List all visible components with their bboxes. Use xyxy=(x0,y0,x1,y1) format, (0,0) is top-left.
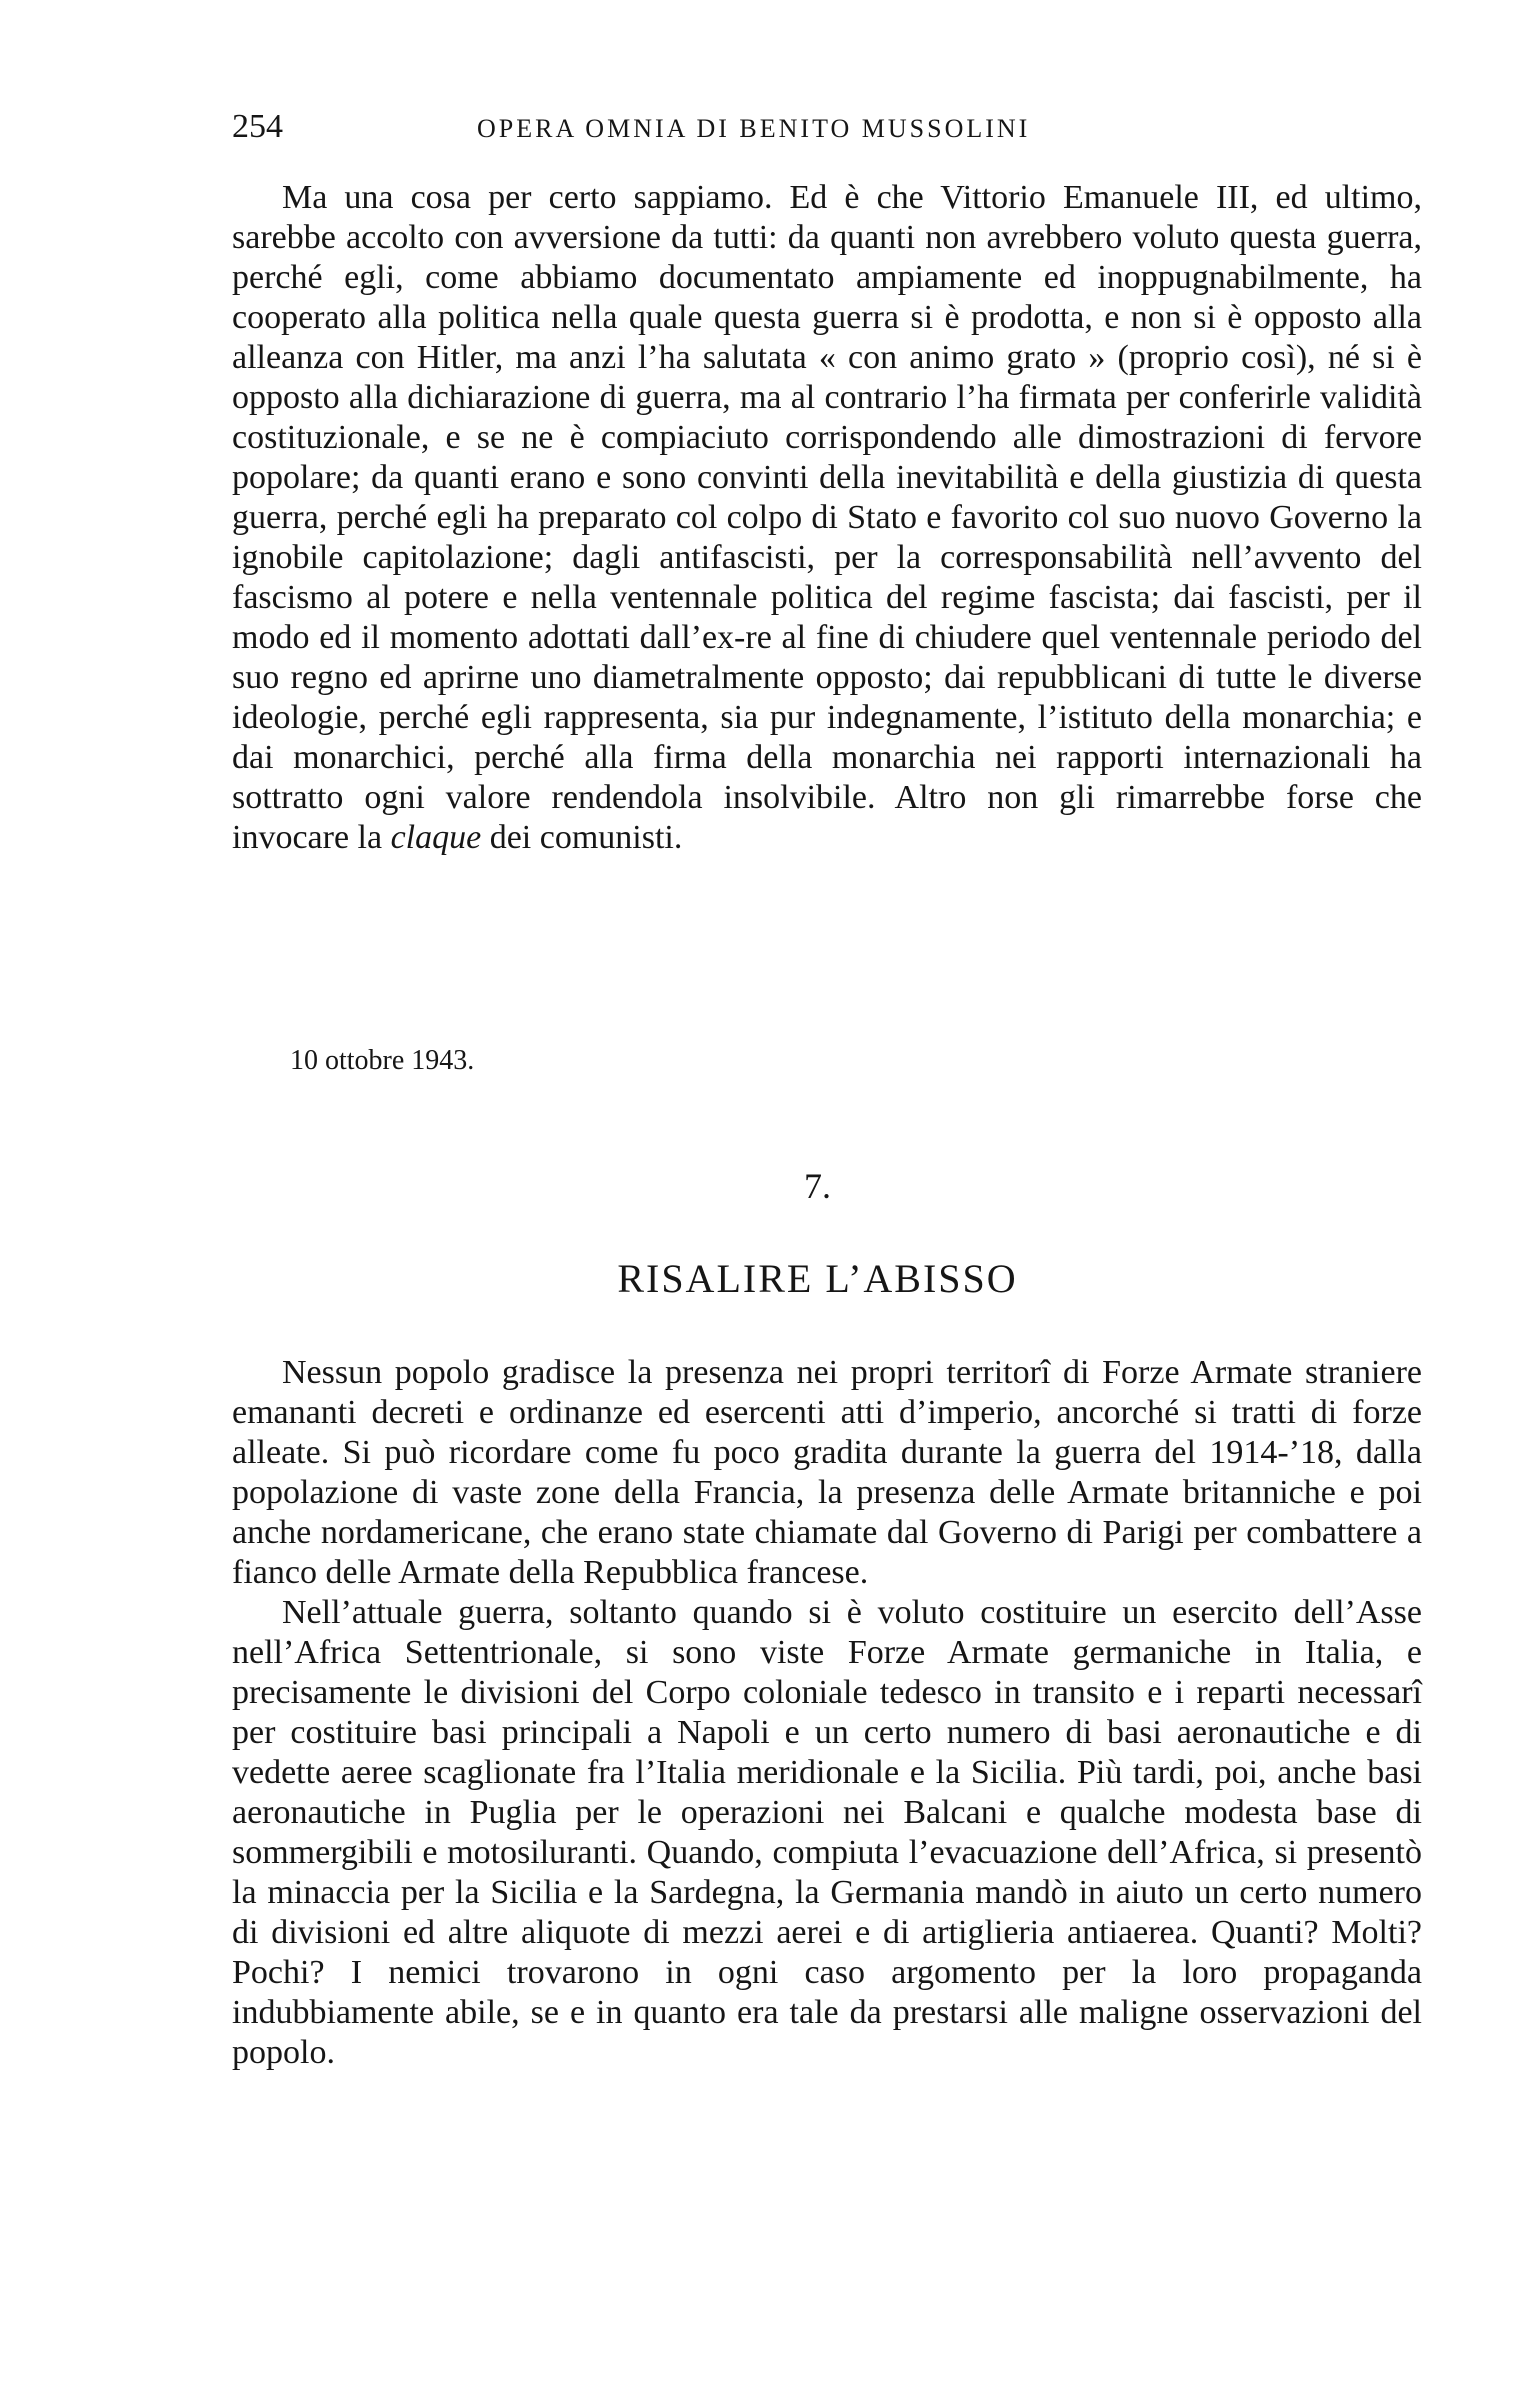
paragraph xyxy=(232,178,1422,858)
running-head-title: OPERA OMNIA DI BENITO MUSSOLINI xyxy=(477,114,1031,143)
running-head xyxy=(232,108,1272,148)
chapter-body xyxy=(232,1353,1422,2073)
paragraph-text-end: dei comunisti. xyxy=(489,819,683,856)
paragraph: Nessun popolo gradisce la presenza nei propri territorî di Forze Armate straniere emananti decreti e ordinanze ed esercenti atti d’imperio, ancorché si tratti di forze alleate. Si può ricordare come fu poco gradita durante la guerra del 1914-’18, dalla popolazione di vaste zone della Francia, la presenza delle Armate britanniche e poi anche nordamericane, che erano state chiamate dal Governo di Parigi per combattere a fianco delle Armate della Repubblica francese. xyxy=(232,1354,1422,1591)
chapter-number: 7. xyxy=(804,1166,831,1206)
italic-term: claque xyxy=(390,819,482,856)
closing-paragraph xyxy=(232,178,1422,858)
paragraph-text: Ma una cosa per certo sappiamo. Ed è che Vittorio Emanuele III, ed ultimo, sarebbe accolto con avversione da tutti: da quanti non avrebbero voluto questa guerra, perché egli, come abbiamo documentato ampiamente ed inoppugnabilmente, ha cooperato alla politica nella quale questa guerra si è prodotta, e non si è opposto alla alleanza con Hitler, ma anzi l’ha salutata « con animo grato » (proprio così), né si è opposto alla dichiarazione di guerra, ma al contrario l’ha firmata per conferirle validità costituzionale, e se ne è compiaciuto corrispondendo alle dimostrazioni di fervore popolare; da quanti erano e sono convinti della inevitabilità e della giustizia di questa guerra, perché egli ha preparato col colpo di Stato e favorito col suo nuovo Governo la ignobile capitolazione; dagli antifascisti, per la corresponsabilità nell’avvento del fascismo al potere e nella ventennale politica del regime fascista; dai fascisti, per il modo ed il momento adottati dall’ex-re al fine di chiudere quel ventennale periodo del suo regno ed aprirne uno diametralmente opposto; dai repubblicani di tutte le diverse ideologie, perché egli rappresenta, sia pur indegnamente, l’istituto della monarchia; e dai monarchici, perché alla firma della monarchia nei rapporti internazionali ha sottratto ogni valore rendendola insolvibile. Altro non gli rimarrebbe forse che invocare la xyxy=(232,179,1422,856)
page-number: 254 xyxy=(232,108,283,145)
chapter-title: RISALIRE L’ABISSO xyxy=(617,1256,1018,1301)
paragraph: Nell’attuale guerra, soltanto quando si è voluto costituire un esercito dell’Asse nell’Africa Settentrionale, si sono viste Forze Armate germaniche in Italia, e precisamente le divisioni del Corpo coloniale tedesco in transito e i reparti necessarî per costituire basi principali a Napoli e un certo numero di basi aeronautiche e di vedette aeree scaglionate fra l’Italia meridionale e la Sicilia. Più tardi, poi, anche basi aeronautiche in Puglia per le operazioni nei Balcani e qualche modesta base di sommergibili e motosiluranti. Quando, compiuta l’evacuazione dell’Africa, si presentò la minaccia per la Sicilia e la Sardegna, la Germania mandò in aiuto un certo numero di divisioni ed altre aliquote di mezzi aerei e di artiglieria antiaerea. Quanti? Molti? Pochi? I nemici trovarono in ogni caso argomento per la loro propaganda indubbiamente abile, se e in quanto era tale da prestarsi alle maligne osservazioni del popolo. xyxy=(232,1594,1422,2071)
article-date: 10 ottobre 1943. xyxy=(290,1045,475,1076)
